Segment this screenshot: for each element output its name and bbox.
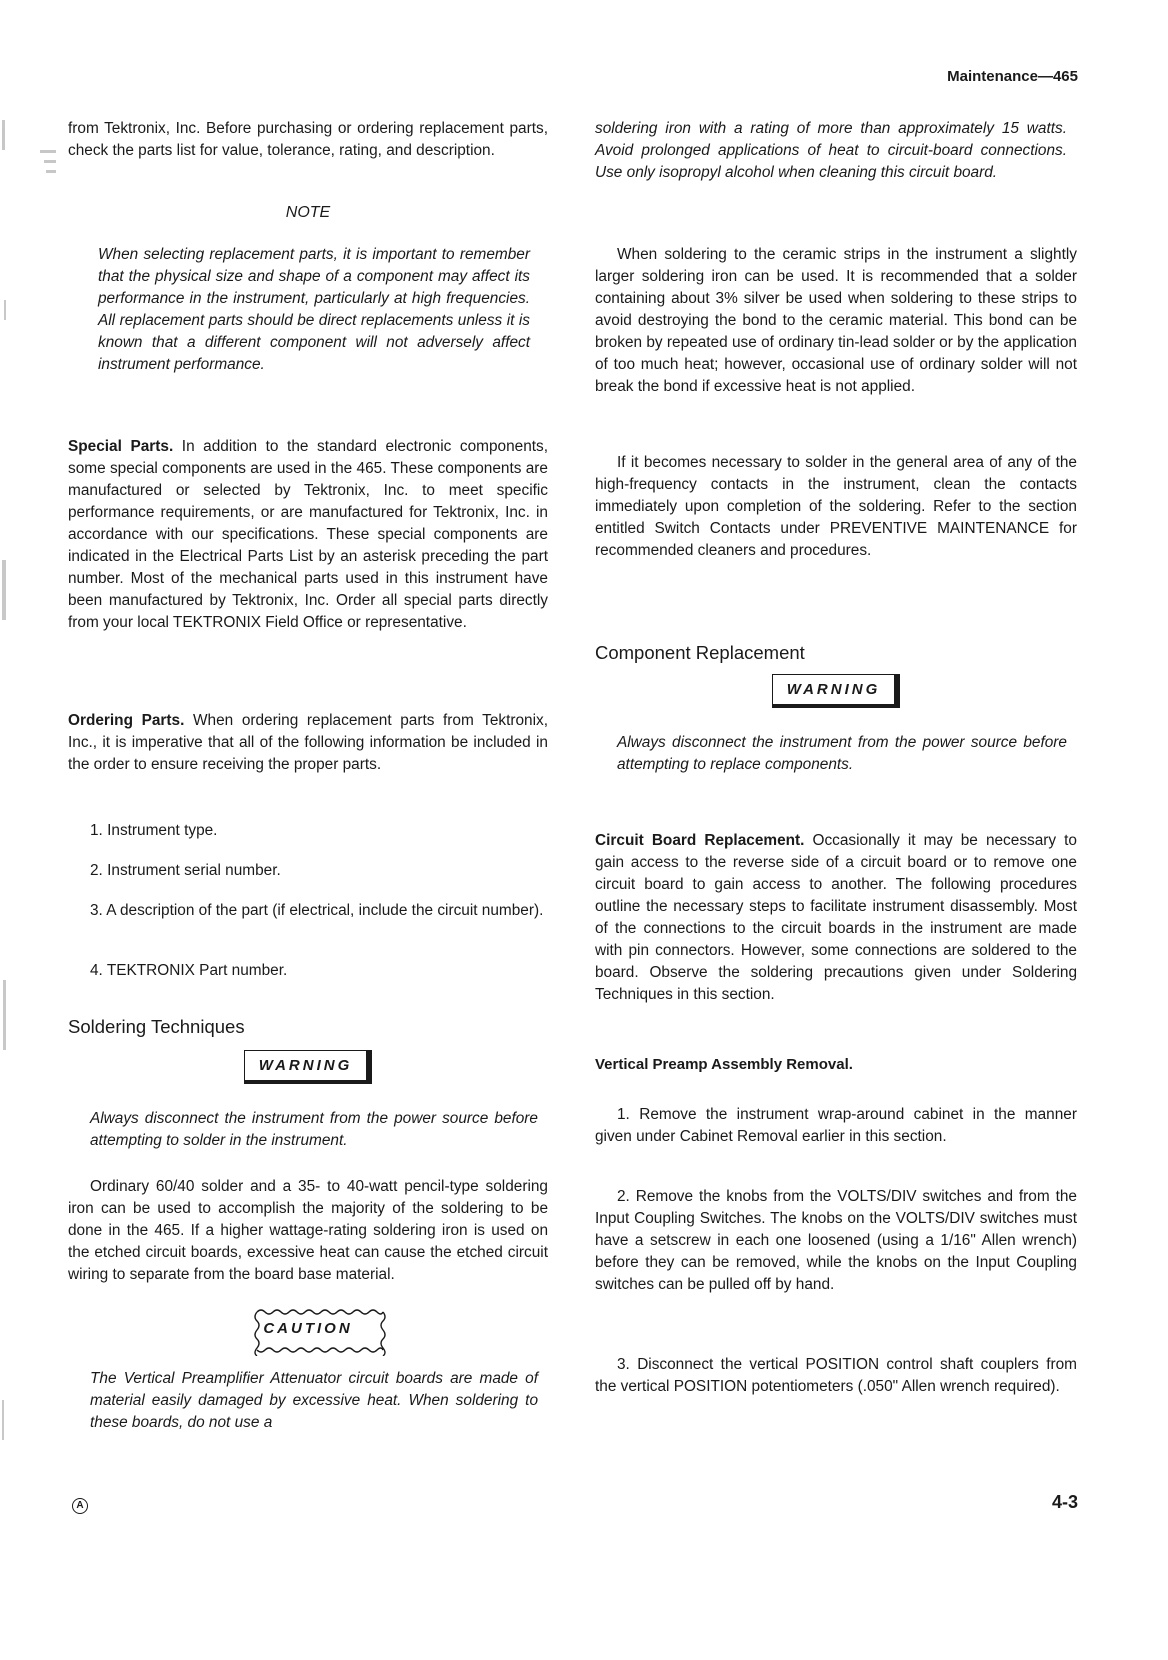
soldering-warning-label: WARNING xyxy=(244,1050,373,1084)
caution-label: CAUTION xyxy=(263,1320,353,1337)
circuit-board-heading: Circuit Board Replacement. xyxy=(595,832,805,849)
soldering-warning-box-wrap xyxy=(68,1050,548,1084)
preamp-step: 3. Disconnect the vertical POSITION control shaft couplers from the vertical POSITION potentiometers (.050" Allen wrench required). xyxy=(595,1356,1077,1395)
order-item: 3. A description of the part (if electrical, include the circuit number). xyxy=(90,902,544,919)
order-item: 2. Instrument serial number. xyxy=(90,862,281,879)
caution-box-wrap xyxy=(68,1306,548,1351)
preamp-step: 1. Remove the instrument wrap-around cabinet in the manner given under Cabinet Removal earlier in this section. xyxy=(595,1106,1077,1145)
caution-text-end: soldering iron with a rating of more than approximately 15 watts. Avoid prolonged applications of heat to circuit-board connections. Use only isopropyl alcohol when cleaning this circuit board. xyxy=(595,120,1067,181)
ordering-parts-heading: Ordering Parts. xyxy=(68,712,185,729)
order-item: 1. Instrument type. xyxy=(90,822,218,839)
component-warning-text: Always disconnect the instrument from the power source before attempting to replace components. xyxy=(617,734,1067,773)
component-warning-label: WARNING xyxy=(772,674,901,708)
page-number: 4-3 xyxy=(1051,1492,1078,1512)
component-replacement-heading: Component Replacement xyxy=(595,642,805,663)
ordering-parts-paragraph xyxy=(68,710,548,776)
order-item: 4. TEKTRONIX Part number. xyxy=(90,962,288,979)
revision-mark-icon: A xyxy=(72,1498,88,1514)
note-text: When selecting replacement parts, it is important to remember that the physical size and shape of a component may affect its performance in the instrument, particularly at high frequencies. All replacement parts should be direct replacements unless it is known that a different component will not adversely affect instrument performance. xyxy=(98,246,530,373)
soldering-heading: Soldering Techniques xyxy=(68,1016,245,1037)
special-parts-paragraph xyxy=(68,436,548,634)
vertical-preamp-heading: Vertical Preamp Assembly Removal. xyxy=(595,1056,853,1073)
high-frequency-paragraph: If it becomes necessary to solder in the general area of any of the high-frequency contacts in the instrument, clean the contacts immediately upon completion of the soldering. Refer to the section entitled Switch Contacts under PREVENTIVE MAINTENANCE for recommended cleaners and procedures. xyxy=(595,454,1077,559)
circuit-board-text: Occasionally it may be necessary to gain access to the reverse side of a circuit board or to remove one circuit board to gain access to another. The following procedures outline the necessary steps to facilitate instrument disassembly. Most of the connections to the circuit boards in the instrument are made with pin connectors. However, some connections are soldered to the board. Observe the soldering precautions given under Soldering Techniques in this section. xyxy=(595,832,1077,1003)
preamp-step: 2. Remove the knobs from the VOLTS/DIV switches and from the Input Coupling Switches. The knobs on the VOLTS/DIV switches must have a setscrew in each one loosened (using a 1/16" Allen wrench) before they can be removed, while the knobs on the Input Coupling switches can be pulled off by hand. xyxy=(595,1188,1077,1293)
caution-label-box xyxy=(249,1306,366,1351)
ceramic-strips-paragraph: When soldering to the ceramic strips in the instrument a slightly larger soldering iron can be used. It is recommended that a solder containing about 3% silver be used when soldering to these strips to avoid destroying the bond to the ceramic material. This bond can be broken by repeated use of ordinary tin-lead solder or by the application of too much heat; however, occasional use of ordinary solder will not break the bond if excessive heat is not applied. xyxy=(595,246,1077,395)
running-head: Maintenance—465 xyxy=(947,68,1078,85)
circuit-board-paragraph xyxy=(595,830,1077,1006)
special-parts-text: In addition to the standard electronic components, some special components are used in the 465. These components are manufactured or selected by Tektronix, Inc. to meet specific performance requirements, or are manufactured for Tektronix, Inc. in accordance with our specifications. These special components are indicated in the Electrical Parts List by an asterisk preceding the part number. Most of the mechanical parts used in this instrument have been manufactured by Tektronix, Inc. Order all special parts directly from your local TEKTRONIX Field Office or representative. xyxy=(68,438,548,631)
soldering-warning-text: Always disconnect the instrument from the power source before attempting to solder in the instrument. xyxy=(90,1110,538,1149)
special-parts-heading: Special Parts. xyxy=(68,438,174,455)
soldering-paragraph: Ordinary 60/40 solder and a 35- to 40-watt pencil-type soldering iron can be used to accomplish the majority of the soldering to be done in the 465. If a higher wattage-rating soldering iron is used on the etched circuit boards, excessive heat can cause the etched circuit wiring to separate from the board base material. xyxy=(68,1178,548,1283)
ordering-parts-text: When ordering replacement parts from Tektronix, Inc., it is imperative that all of the following information be included in the order to ensure receiving the proper parts. xyxy=(68,712,549,773)
component-warning-box-wrap xyxy=(595,674,1077,708)
caution-text-start: The Vertical Preamplifier Attenuator circuit boards are made of material easily damaged by excessive heat. When soldering to these boards, do not use a xyxy=(90,1370,538,1431)
note-title: NOTE xyxy=(285,204,331,221)
intro-paragraph: from Tektronix, Inc. Before purchasing or ordering replacement parts, check the parts list for value, tolerance, rating, and description. xyxy=(68,120,548,159)
